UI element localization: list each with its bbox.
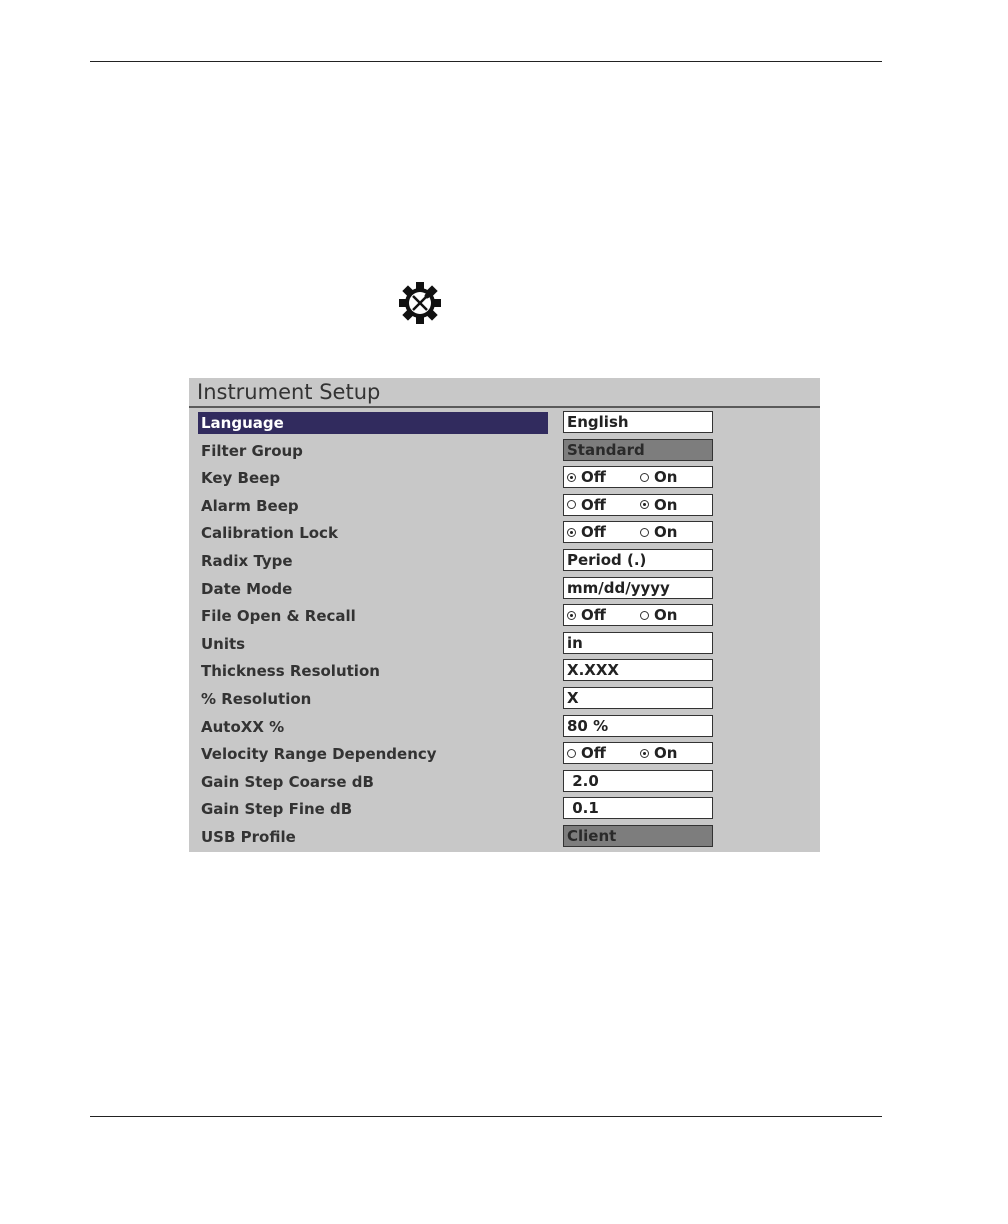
row-label: Date Mode [201,579,293,598]
setup-row-key-beep[interactable] [189,464,820,492]
radio-option-label: Off [581,495,606,514]
setup-row-velocity-range-dependency[interactable] [189,740,820,768]
setup-row-units[interactable] [189,630,820,658]
radio-option-on[interactable] [640,522,677,542]
setup-gear-icon[interactable] [398,281,442,325]
field-value: X.XXX [567,661,619,680]
instrument-setup-panel [189,378,820,852]
language-field[interactable] [563,411,713,433]
radio-button-icon[interactable] [567,611,576,620]
radio-button-icon[interactable] [640,611,649,620]
row-label: % Resolution [201,689,312,708]
radio-button-icon[interactable] [567,749,576,758]
radio-option-on[interactable] [640,467,677,487]
radio-option-off[interactable] [567,743,606,763]
radio-button-icon[interactable] [640,500,649,509]
file-open-recall-radio-group[interactable] [563,604,713,626]
header-rule [90,61,882,62]
radio-button-icon[interactable] [640,473,649,482]
key-beep-radio-group[interactable] [563,466,713,488]
setup-row-thickness-resolution[interactable] [189,657,820,685]
setup-row-usb-profile[interactable] [189,823,820,851]
radio-option-label: On [654,606,678,625]
radio-button-icon[interactable] [640,528,649,537]
radio-button-icon[interactable] [567,500,576,509]
field-value: 0.1 [567,799,599,818]
radio-option-label: Off [581,468,606,487]
radio-option-label: Off [581,744,606,763]
setup-row-date-mode[interactable] [189,575,820,603]
calibration-lock-radio-group[interactable] [563,521,713,543]
setup-rows [189,409,820,851]
row-label: Key Beep [201,469,281,488]
setup-row-alarm-beep[interactable] [189,492,820,520]
setup-row-autoxx[interactable] [189,713,820,741]
row-label: Language [198,412,548,434]
setup-row-language[interactable] [189,409,820,437]
gain-step-fine-db-field[interactable] [563,797,713,819]
radio-button-icon[interactable] [640,749,649,758]
footer-rule [90,1116,882,1117]
units-field[interactable] [563,632,713,654]
field-value: Period (.) [567,550,647,569]
row-label: Filter Group [201,441,303,460]
setup-row-resolution[interactable] [189,685,820,713]
thickness-resolution-field[interactable] [563,659,713,681]
radio-button-icon[interactable] [567,528,576,537]
usb-profile-field [563,825,713,847]
radio-option-off[interactable] [567,467,606,487]
setup-row-gain-step-fine-db[interactable] [189,795,820,823]
resolution-field[interactable] [563,687,713,709]
row-label: File Open & Recall [201,607,356,626]
radio-option-label: Off [581,606,606,625]
setup-row-radix-type[interactable] [189,547,820,575]
radio-option-on[interactable] [640,495,677,515]
field-value: X [567,688,579,707]
row-label: Thickness Resolution [201,662,380,681]
row-label: USB Profile [201,827,296,846]
filter-group-field [563,439,713,461]
radio-option-on[interactable] [640,605,677,625]
panel-title: Instrument Setup [189,378,820,408]
radio-option-off[interactable] [567,495,606,515]
field-value: Standard [567,440,645,459]
row-label: Alarm Beep [201,496,299,515]
radio-option-on[interactable] [640,743,677,763]
field-value: 2.0 [567,771,599,790]
row-label: Units [201,634,246,653]
gain-step-coarse-db-field[interactable] [563,770,713,792]
field-value: in [567,633,583,652]
radix-type-field[interactable] [563,549,713,571]
row-label: Gain Step Fine dB [201,800,353,819]
radio-option-off[interactable] [567,605,606,625]
field-value: 80 % [567,716,609,735]
row-label: AutoXX % [201,717,285,736]
date-mode-field[interactable] [563,577,713,599]
radio-option-label: On [654,523,678,542]
setup-row-calibration-lock[interactable] [189,519,820,547]
setup-row-gain-step-coarse-db[interactable] [189,768,820,796]
row-label: Calibration Lock [201,524,338,543]
alarm-beep-radio-group[interactable] [563,494,713,516]
setup-row-file-open-recall[interactable] [189,602,820,630]
autoxx-field[interactable] [563,715,713,737]
radio-option-label: On [654,468,678,487]
radio-option-label: On [654,495,678,514]
velocity-range-dependency-radio-group[interactable] [563,742,713,764]
field-value: Client [567,826,617,845]
field-value: mm/dd/yyyy [567,578,670,597]
row-label: Gain Step Coarse dB [201,772,374,791]
radio-option-label: Off [581,523,606,542]
row-label: Velocity Range Dependency [201,745,437,764]
field-value: English [567,413,629,431]
row-label: Radix Type [201,551,293,570]
radio-option-label: On [654,744,678,763]
setup-row-filter-group[interactable] [189,437,820,465]
radio-button-icon[interactable] [567,473,576,482]
radio-option-off[interactable] [567,522,606,542]
